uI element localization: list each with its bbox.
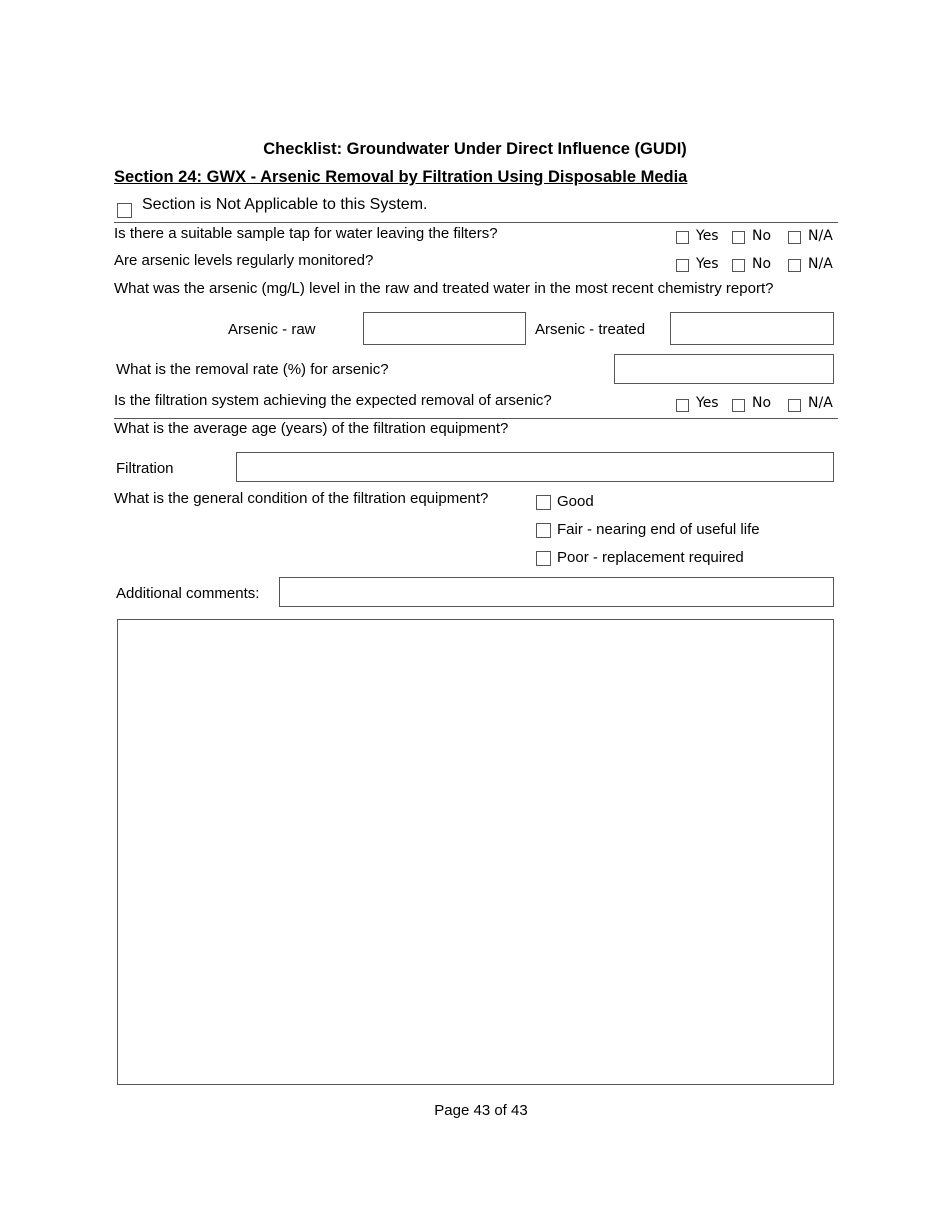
divider xyxy=(114,418,838,419)
divider xyxy=(114,222,838,223)
arsenic-treated-label: Arsenic - treated xyxy=(535,321,646,338)
q1-yes-label: Yes xyxy=(696,228,719,244)
document-title: Checklist: Groundwater Under Direct Influence (GUDI) xyxy=(263,140,687,158)
page-number: Page 43 of 43 xyxy=(434,1102,528,1119)
q1-no-label: No xyxy=(752,228,772,244)
not-applicable-label: Section is Not Applicable to this System. xyxy=(142,196,428,213)
question-sample-tap: Is there a suitable sample tap for water leaving the filters? xyxy=(114,225,498,242)
question-equipment-age: What is the average age (years) of the filtration equipment? xyxy=(114,420,509,437)
q5-no-label: No xyxy=(752,395,772,411)
condition-poor-label: Poor - replacement required xyxy=(557,549,744,566)
q2-no-checkbox[interactable] xyxy=(732,259,745,272)
q2-na-label: N/A xyxy=(808,256,833,272)
q2-na-checkbox[interactable] xyxy=(788,259,801,272)
q2-no-label: No xyxy=(752,256,772,272)
arsenic-raw-label: Arsenic - raw xyxy=(228,321,316,338)
not-applicable-checkbox[interactable] xyxy=(117,203,132,218)
comments-textarea[interactable] xyxy=(117,619,834,1085)
filtration-label: Filtration xyxy=(116,460,174,477)
additional-comments-input[interactable] xyxy=(279,577,834,607)
question-expected-removal: Is the filtration system achieving the expected removal of arsenic? xyxy=(114,392,552,409)
q2-yes-label: Yes xyxy=(696,256,719,272)
arsenic-treated-input[interactable] xyxy=(670,312,834,345)
question-removal-rate: What is the removal rate (%) for arsenic? xyxy=(116,361,389,378)
condition-good-checkbox[interactable] xyxy=(536,495,551,510)
q5-yes-label: Yes xyxy=(696,395,719,411)
condition-fair-label: Fair - nearing end of useful life xyxy=(557,521,760,538)
q1-yes-checkbox[interactable] xyxy=(676,231,689,244)
q1-na-label: N/A xyxy=(808,228,833,244)
q5-na-label: N/A xyxy=(808,395,833,411)
removal-rate-input[interactable] xyxy=(614,354,834,384)
q2-yes-checkbox[interactable] xyxy=(676,259,689,272)
q1-na-checkbox[interactable] xyxy=(788,231,801,244)
additional-comments-label: Additional comments: xyxy=(116,585,260,602)
arsenic-raw-input[interactable] xyxy=(363,312,526,345)
question-arsenic-level: What was the arsenic (mg/L) level in the raw and treated water in the most recent chemistry report? xyxy=(114,280,774,297)
question-equipment-condition: What is the general condition of the filtration equipment? xyxy=(114,490,489,507)
question-arsenic-monitored: Are arsenic levels regularly monitored? xyxy=(114,252,374,269)
q5-no-checkbox[interactable] xyxy=(732,399,745,412)
condition-fair-checkbox[interactable] xyxy=(536,523,551,538)
condition-poor-checkbox[interactable] xyxy=(536,551,551,566)
filtration-age-input[interactable] xyxy=(236,452,834,482)
q5-yes-checkbox[interactable] xyxy=(676,399,689,412)
condition-good-label: Good xyxy=(557,493,594,510)
section-heading: Section 24: GWX - Arsenic Removal by Filtration Using Disposable Media xyxy=(114,168,688,186)
q1-no-checkbox[interactable] xyxy=(732,231,745,244)
q5-na-checkbox[interactable] xyxy=(788,399,801,412)
